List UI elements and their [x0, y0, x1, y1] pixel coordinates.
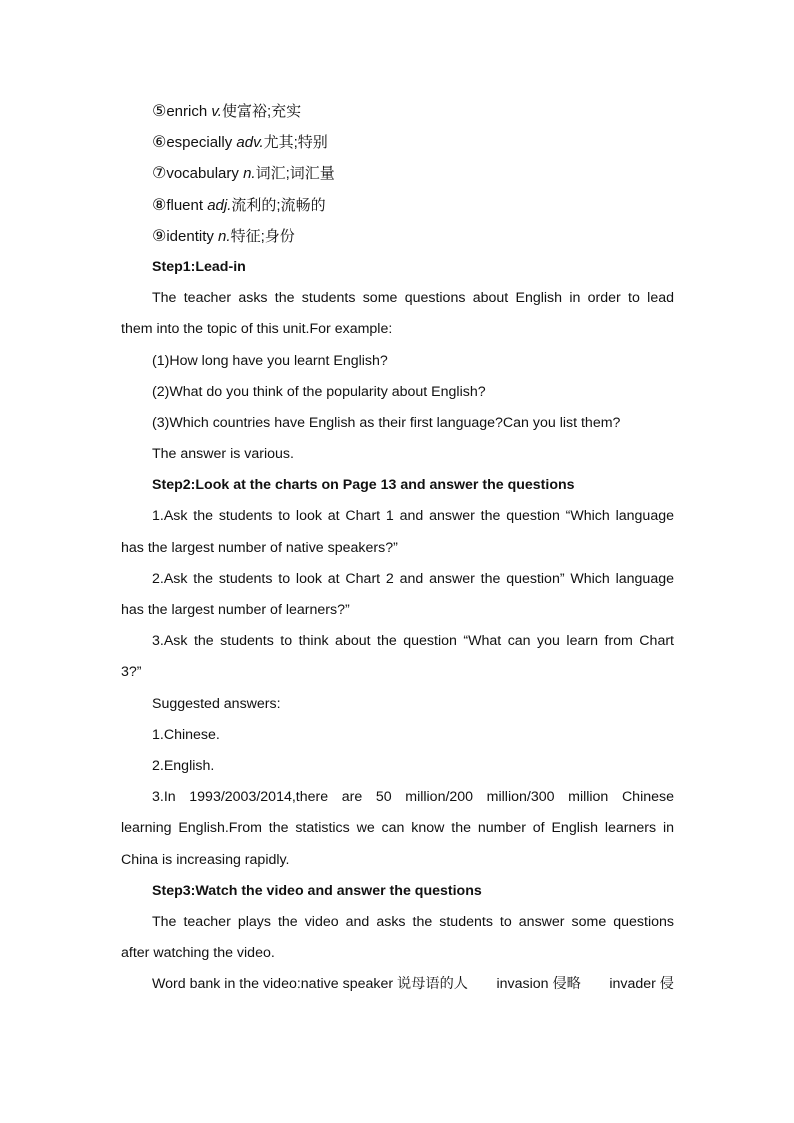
- vocab-meaning: 使富裕;充实: [221, 103, 302, 120]
- vocab-word: vocabulary: [166, 165, 239, 183]
- step2-heading: Step2:Look at the charts on Page 13 and answer the questions: [152, 477, 575, 494]
- step1-question-1: (1)How long have you learnt English?: [152, 352, 388, 369]
- vocab-word: fluent: [166, 196, 204, 214]
- vocab-item-especially: [121, 127, 674, 158]
- step2-answer-1: 1.Chinese.: [152, 726, 220, 743]
- document-body: [121, 96, 674, 1001]
- vocab-word: identity: [166, 227, 214, 245]
- vocab-pos: n.: [218, 227, 231, 245]
- vocab-number: ⑤: [152, 103, 167, 120]
- vocab-pos: n.: [243, 165, 256, 183]
- step3-intro-line1: The teacher plays the video and asks the students to answer some questions: [152, 913, 674, 930]
- step2-suggested-label: Suggested answers:: [152, 695, 281, 712]
- vocab-pos: adv.: [236, 134, 264, 152]
- vocab-meaning: 流利的;流畅的: [231, 196, 326, 214]
- step2-item3-line2: 3?”: [121, 664, 142, 681]
- word-bank-entry-native-speaker: Word bank in the video:native speaker 说母语的人: [152, 976, 468, 993]
- vocab-number: ⑧: [152, 196, 167, 214]
- vocab-word: especially: [166, 134, 233, 152]
- vocab-meaning: 词汇;词汇量: [255, 165, 335, 183]
- step3-heading: Step3:Watch the video and answer the questions: [152, 882, 482, 899]
- vocab-meaning: 尤其;特别: [263, 134, 328, 152]
- step3-intro-line2: after watching the video.: [121, 945, 275, 962]
- step3-word-bank: [121, 969, 674, 1000]
- step2-answer-3-line1: 3.In 1993/2003/2014,there are 50 million/200 million/300 million Chinese: [152, 789, 674, 806]
- vocab-meaning: 特征;身份: [230, 227, 295, 245]
- step2-item2-line1: 2.Ask the students to look at Chart 2 and answer the question” Which language: [152, 570, 674, 587]
- vocab-item-enrich: [121, 96, 674, 127]
- vocab-number: ⑥: [152, 134, 167, 152]
- step2-item2-line2: has the largest number of learners?”: [121, 602, 350, 619]
- word-bank-entry-invasion: invasion 侵略: [496, 976, 581, 993]
- vocab-number: ⑦: [152, 165, 167, 183]
- vocab-item-identity: [121, 221, 674, 252]
- word-bank-entry-invader: invader 侵: [609, 976, 674, 993]
- step1-answer: The answer is various.: [152, 446, 294, 463]
- vocab-pos: v.: [211, 103, 222, 120]
- step1-intro-line1: The teacher asks the students some questions about English in order to lead: [152, 290, 674, 307]
- vocab-number: ⑨: [152, 227, 167, 245]
- step2-item3-line1: 3.Ask the students to think about the question “What can you learn from Chart: [152, 633, 674, 650]
- step1-intro-line2: them into the topic of this unit.For example:: [121, 321, 393, 338]
- step1-heading: Step1:Lead-in: [152, 258, 246, 275]
- vocab-item-vocabulary: [121, 158, 674, 189]
- step1-question-3: (3)Which countries have English as their first language?Can you list them?: [152, 414, 621, 431]
- vocab-pos: adj.: [207, 196, 232, 214]
- step2-answer-3-line2: learning English.From the statistics we can know the number of English learners in: [121, 820, 674, 837]
- vocab-item-fluent: [121, 190, 674, 221]
- step2-answer-2: 2.English.: [152, 758, 215, 774]
- step2-item1-line2: has the largest number of native speakers?”: [121, 539, 398, 556]
- step2-item1-line1: 1.Ask the students to look at Chart 1 and answer the question “Which language: [152, 508, 674, 525]
- step1-question-2: (2)What do you think of the popularity about English?: [152, 383, 486, 400]
- step2-answer-3-line3: China is increasing rapidly.: [121, 851, 290, 868]
- vocab-word: enrich: [166, 103, 208, 120]
